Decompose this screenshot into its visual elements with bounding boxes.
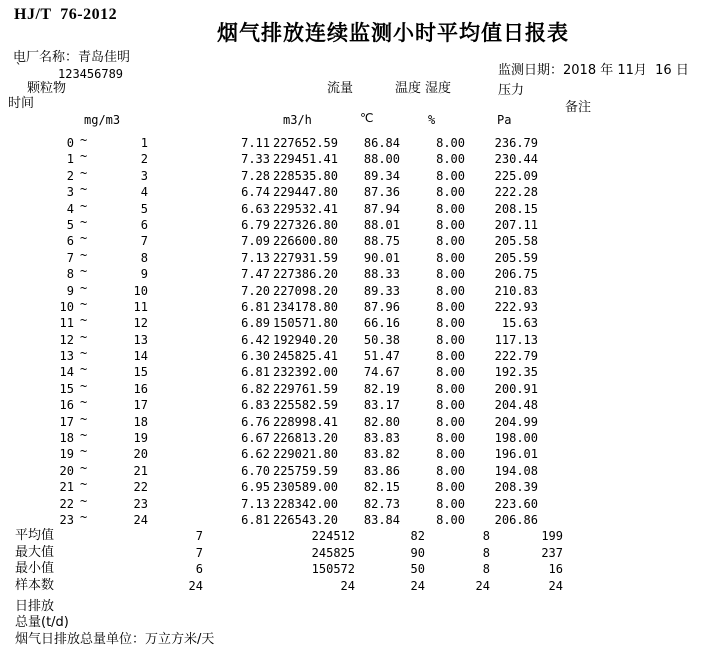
col-header-temperature: 温度 [395, 81, 422, 96]
flow-value: 227326.80 [272, 217, 338, 232]
unit-note: 烟气日排放总量单位：万立方米/天 [15, 631, 215, 647]
hour-to: 14 [133, 349, 148, 364]
particulate-value: 7.11 [241, 136, 270, 150]
humidity-value: 8 [482, 545, 490, 560]
temperature-value: 88.33 [363, 267, 400, 282]
col-header-particulate: 颗粒物 [27, 81, 67, 96]
hour-from: 12 [59, 332, 74, 347]
tilde-separator: ~ [80, 329, 88, 344]
tilde-separator: ~ [80, 493, 88, 508]
temperature-value: 83.84 [363, 512, 400, 527]
humidity-value: 8.00 [436, 316, 465, 331]
hour-to: 6 [140, 217, 148, 232]
tilde-separator: ~ [80, 231, 88, 246]
pressure-value: 117.13 [494, 332, 538, 347]
temperature-value: 66.16 [363, 316, 400, 331]
hour-to: 21 [133, 463, 148, 478]
hour-to: 15 [133, 365, 148, 380]
report-table [0, 133, 705, 647]
pressure-value: 15.63 [501, 316, 538, 331]
tilde-separator: ~ [80, 477, 88, 492]
flow-value: 228342.00 [272, 496, 338, 511]
tilde-separator: ~ [80, 182, 88, 197]
hour-to: 17 [133, 398, 148, 413]
summary-label: 最大值 [15, 544, 55, 560]
particulate-value: 6.83 [241, 398, 270, 413]
pressure-value: 230.44 [494, 152, 538, 167]
hour-from: 10 [59, 299, 74, 314]
humidity-value: 8.00 [436, 152, 465, 167]
humidity-value: 8.00 [436, 496, 465, 511]
unit-temperature: ℃ [360, 111, 374, 125]
particulate-value: 6.62 [241, 447, 270, 462]
tilde-separator: ~ [80, 395, 88, 410]
particulate-value: 6.42 [241, 332, 270, 347]
hour-from: 8 [66, 267, 74, 282]
summary-label: 样本数 [15, 577, 55, 593]
monitor-date: 监测日期：2018 年 11月 16 日 [498, 63, 689, 78]
summary-row [0, 562, 705, 578]
humidity-value: 8.00 [436, 234, 465, 249]
hour-to: 9 [140, 267, 148, 282]
hour-to: 24 [133, 512, 148, 527]
table-row [0, 477, 705, 496]
humidity-value: 8.00 [436, 283, 465, 298]
hour-from: 22 [59, 496, 74, 511]
table-row [0, 198, 705, 218]
tilde-separator: ~ [80, 133, 88, 147]
summary-row [0, 579, 705, 595]
humidity-value: 8.00 [436, 480, 465, 495]
particulate-value: 24 [188, 578, 203, 593]
table-row [0, 296, 705, 316]
tilde-separator: ~ [80, 198, 88, 213]
hour-to: 5 [140, 201, 148, 216]
hour-from: 17 [59, 414, 74, 429]
temperature-value: 82.19 [363, 381, 400, 396]
humidity-value: 8.00 [436, 414, 465, 429]
flow-value: 150571.80 [272, 316, 338, 331]
col-header-time: 时间 [8, 96, 35, 111]
hour-to: 8 [140, 250, 148, 265]
temperature-value: 90 [410, 545, 425, 560]
flow-value: 24 [340, 578, 355, 593]
humidity-value: 8.00 [436, 398, 465, 413]
humidity-value: 8.00 [436, 250, 465, 265]
particulate-value: 6.63 [241, 201, 270, 216]
table-row [0, 149, 705, 168]
temperature-value: 83.86 [363, 463, 400, 478]
humidity-value: 8.00 [436, 185, 465, 200]
table-row [0, 362, 705, 381]
flow-value: 226543.20 [272, 512, 338, 527]
hour-from: 14 [59, 365, 74, 380]
pressure-value: 205.58 [494, 234, 538, 249]
unit-flow: m3/h [283, 113, 312, 127]
total-line [0, 611, 705, 631]
flow-value: 229532.41 [272, 201, 338, 216]
hour-from: 7 [66, 250, 74, 265]
table-row [0, 280, 705, 300]
flow-value: 226813.20 [272, 431, 338, 446]
particulate-value: 6.89 [241, 316, 270, 331]
flow-value: 192940.20 [272, 332, 338, 347]
temperature-value: 88.75 [363, 234, 400, 249]
hour-to: 22 [133, 480, 148, 495]
tilde-separator: ~ [80, 247, 88, 262]
pressure-value: 206.86 [494, 512, 538, 527]
humidity-value: 8.00 [436, 381, 465, 396]
particulate-value: 6 [195, 562, 203, 577]
table-row [0, 460, 705, 480]
temperature-value: 90.01 [363, 250, 400, 265]
flow-value: 228998.41 [272, 414, 338, 429]
humidity-value: 8 [482, 529, 490, 544]
hour-from: 18 [59, 431, 74, 446]
pressure-value: 222.28 [494, 185, 538, 200]
pressure-value: 199 [541, 529, 563, 544]
table-row [0, 346, 705, 365]
pressure-value: 16 [548, 562, 563, 577]
table-row [0, 509, 705, 529]
table-row [0, 182, 705, 201]
particulate-value: 7.13 [241, 496, 270, 511]
hour-from: 11 [59, 316, 74, 331]
hour-from: 4 [66, 201, 74, 216]
temperature-value: 24 [410, 578, 425, 593]
temperature-value: 82.80 [363, 414, 400, 429]
particulate-value: 6.67 [241, 431, 270, 446]
tilde-separator: ~ [80, 411, 88, 426]
pressure-value: 198.00 [494, 431, 538, 446]
humidity-value: 8.00 [436, 463, 465, 478]
temperature-value: 83.17 [363, 398, 400, 413]
particulate-value: 7.09 [241, 234, 270, 249]
table-row [0, 231, 705, 250]
hour-to: 10 [133, 283, 148, 298]
hour-from: 23 [59, 512, 74, 527]
table-row [0, 395, 705, 414]
table-row [0, 444, 705, 463]
hour-to: 4 [140, 185, 148, 200]
hour-from: 1 [66, 152, 74, 167]
flow-value: 150572 [311, 562, 355, 577]
temperature-value: 87.36 [363, 185, 400, 200]
pressure-value: 207.11 [494, 217, 538, 232]
table-row [0, 411, 705, 431]
temperature-value: 50 [410, 562, 425, 577]
hour-from: 5 [66, 217, 74, 232]
pressure-value: 206.75 [494, 267, 538, 282]
hour-from: 16 [59, 398, 74, 413]
particulate-value: 7.20 [241, 283, 270, 298]
flow-value: 230589.00 [272, 480, 338, 495]
hour-from: 3 [66, 185, 74, 200]
table-row [0, 313, 705, 332]
humidity-value: 8.00 [436, 365, 465, 380]
humidity-value: 8.00 [436, 201, 465, 216]
col-header-flow: 流量 [327, 81, 354, 96]
particulate-value: 6.81 [241, 512, 270, 527]
humidity-value: 8 [482, 562, 490, 577]
hour-to: 2 [140, 152, 148, 167]
particulate-value: 6.95 [241, 480, 270, 495]
pressure-value: 196.01 [494, 447, 538, 462]
temperature-value: 88.00 [363, 152, 400, 167]
temperature-value: 89.34 [363, 168, 400, 183]
col-header-humidity: 湿度 [425, 81, 452, 96]
hour-to: 13 [133, 332, 148, 347]
pressure-value: 225.09 [494, 168, 538, 183]
humidity-value: 8.00 [436, 512, 465, 527]
summary-label: 平均值 [15, 528, 55, 544]
hour-from: 0 [66, 136, 74, 150]
pressure-value: 236.79 [494, 136, 538, 150]
hour-to: 23 [133, 496, 148, 511]
pressure-value: 204.48 [494, 398, 538, 413]
particulate-value: 6.82 [241, 381, 270, 396]
particulate-value: 7 [195, 545, 203, 560]
daily-emission-label: 日排放 [15, 598, 55, 614]
table-row [0, 214, 705, 234]
hour-from: 2 [66, 168, 74, 183]
pressure-value: 222.79 [494, 349, 538, 364]
tilde-separator: ~ [80, 165, 88, 180]
pressure-value: 194.08 [494, 463, 538, 478]
unit-pressure: Pa [497, 113, 512, 127]
pressure-value: 208.15 [494, 201, 538, 216]
humidity-value: 8.00 [436, 332, 465, 347]
particulate-value: 6.79 [241, 217, 270, 232]
flow-value: 234178.80 [272, 299, 338, 314]
humidity-value: 8.00 [436, 168, 465, 183]
hour-to: 1 [140, 136, 148, 150]
temperature-value: 83.83 [363, 431, 400, 446]
daily-emission-line [0, 595, 705, 614]
tilde-separator: ~ [80, 280, 88, 295]
hour-to: 12 [133, 316, 148, 331]
flow-value: 224512 [311, 529, 355, 544]
standard-number: HJ/T 76-2012 [14, 6, 118, 23]
unit-humidity: % [428, 113, 436, 127]
flow-value: 227098.20 [272, 283, 338, 298]
hour-to: 11 [133, 299, 148, 314]
particulate-value: 7 [195, 529, 203, 544]
flow-value: 225582.59 [272, 398, 338, 413]
particulate-value: 7.28 [241, 168, 270, 183]
pressure-value: 24 [548, 578, 563, 593]
table-row [0, 329, 705, 349]
tilde-separator: ~ [80, 509, 88, 524]
table-row [0, 264, 705, 283]
hour-to: 7 [140, 234, 148, 249]
humidity-value: 24 [475, 578, 490, 593]
temperature-value: 87.94 [363, 201, 400, 216]
flow-value: 227652.59 [272, 136, 338, 150]
hour-from: 19 [59, 447, 74, 462]
table-row [0, 165, 705, 185]
particulate-value: 6.74 [241, 185, 270, 200]
tilde-separator: ~ [80, 214, 88, 229]
humidity-value: 8.00 [436, 349, 465, 364]
particulate-value: 7.13 [241, 250, 270, 265]
temperature-value: 82 [410, 529, 425, 544]
flow-value: 232392.00 [272, 365, 338, 380]
pressure-value: 223.60 [494, 496, 538, 511]
temperature-value: 50.38 [363, 332, 400, 347]
hourly-rows [0, 133, 705, 529]
tilde-separator: ~ [80, 149, 88, 164]
hour-from: 21 [59, 480, 74, 495]
humidity-value: 8.00 [436, 217, 465, 232]
hour-from: 9 [66, 283, 74, 298]
tilde-separator: ~ [80, 362, 88, 377]
summary-row [0, 529, 705, 545]
particulate-value: 6.81 [241, 299, 270, 314]
pressure-value: 210.83 [494, 283, 538, 298]
humidity-value: 8.00 [436, 136, 465, 150]
pressure-value: 192.35 [494, 365, 538, 380]
flow-value: 229451.41 [272, 152, 338, 167]
flow-value: 227931.59 [272, 250, 338, 265]
flow-value: 245825 [311, 545, 355, 560]
pressure-value: 208.39 [494, 480, 538, 495]
table-row [0, 133, 705, 152]
flow-value: 226600.80 [272, 234, 338, 249]
hour-from: 15 [59, 381, 74, 396]
flow-value: 228535.80 [272, 168, 338, 183]
particulate-value: 7.47 [241, 267, 270, 282]
pressure-value: 204.99 [494, 414, 538, 429]
tilde-separator: ~ [80, 313, 88, 328]
particulate-value: 6.81 [241, 365, 270, 380]
hour-to: 16 [133, 381, 148, 396]
table-row [0, 378, 705, 398]
hour-to: 20 [133, 447, 148, 462]
temperature-value: 87.96 [363, 299, 400, 314]
tilde-separator: ~ [80, 264, 88, 279]
temperature-value: 82.15 [363, 480, 400, 495]
particulate-value: 6.70 [241, 463, 270, 478]
unit-particulate: mg/m3 [84, 113, 121, 127]
table-row [0, 493, 705, 513]
tilde-separator: ~ [80, 296, 88, 311]
tilde-separator: ~ [80, 346, 88, 361]
tilde-separator: ~ [80, 428, 88, 443]
pressure-value: 200.91 [494, 381, 538, 396]
summary-label: 最小值 [15, 561, 55, 577]
humidity-value: 8.00 [436, 267, 465, 282]
table-row [0, 247, 705, 267]
pressure-value: 237 [541, 545, 563, 560]
hour-from: 20 [59, 463, 74, 478]
tilde-separator: ~ [80, 460, 88, 475]
report-title: 烟气排放连续监测小时平均值日报表 [217, 21, 569, 45]
temperature-value: 82.73 [363, 496, 400, 511]
total-label: 总量(t/d) [15, 615, 69, 631]
summary-rows [0, 529, 705, 595]
flow-value: 227386.20 [272, 267, 338, 282]
pressure-value: 205.59 [494, 250, 538, 265]
unit-note-line [0, 628, 705, 647]
flow-value: 245825.41 [272, 349, 338, 364]
tilde-separator: ~ [80, 444, 88, 459]
tilde-separator: ~ [80, 378, 88, 393]
flow-value: 225759.59 [272, 463, 338, 478]
temperature-value: 51.47 [363, 349, 400, 364]
humidity-value: 8.00 [436, 299, 465, 314]
flow-value: 229447.80 [272, 185, 338, 200]
particulate-value: 6.76 [241, 414, 270, 429]
temperature-value: 74.67 [363, 365, 400, 380]
humidity-value: 8.00 [436, 431, 465, 446]
flow-value: 229761.59 [272, 381, 338, 396]
hour-to: 18 [133, 414, 148, 429]
flow-value: 229021.80 [272, 447, 338, 462]
temperature-value: 88.01 [363, 217, 400, 232]
table-row [0, 428, 705, 447]
particulate-value: 7.33 [241, 152, 270, 167]
temperature-value: 86.84 [363, 136, 400, 150]
plant-code: 123456789 [58, 67, 124, 81]
temperature-value: 89.33 [363, 283, 400, 298]
summary-row [0, 546, 705, 562]
hour-from: 6 [66, 234, 74, 249]
humidity-value: 8.00 [436, 447, 465, 462]
hour-to: 19 [133, 431, 148, 446]
tick-mark: ` [15, 61, 23, 75]
hour-from: 13 [59, 349, 74, 364]
particulate-value: 6.30 [241, 349, 270, 364]
temperature-value: 83.82 [363, 447, 400, 462]
col-header-pressure: 压力 [498, 83, 525, 98]
col-header-remark: 备注 [565, 100, 592, 115]
pressure-value: 222.93 [494, 299, 538, 314]
plant-name: 电厂名称：青岛佳明 [13, 50, 131, 65]
hour-to: 3 [140, 168, 148, 183]
